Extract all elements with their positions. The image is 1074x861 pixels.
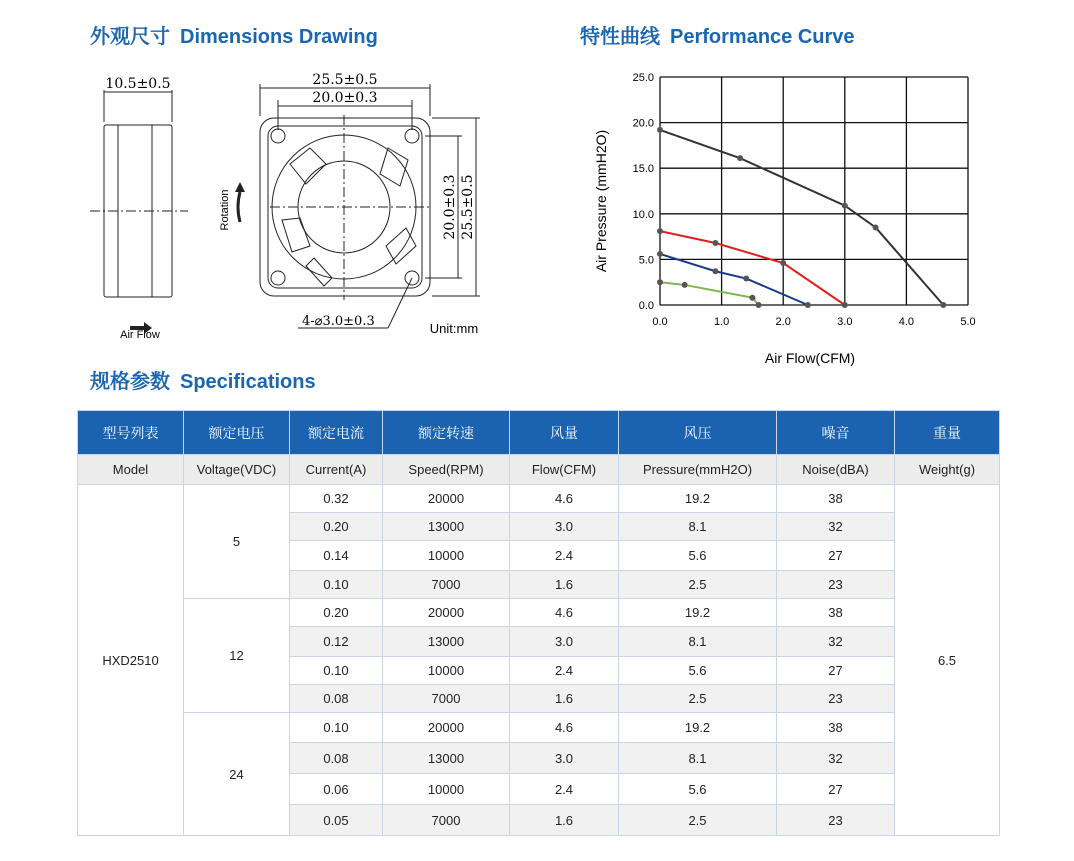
mount-hole-bl bbox=[271, 271, 285, 285]
table-cell: 23 bbox=[777, 805, 895, 836]
table-cell: 7000 bbox=[383, 805, 510, 836]
table-header-en bbox=[78, 455, 1000, 485]
table-cell: 19.2 bbox=[619, 485, 777, 513]
specs-title-cn: 规格参数 bbox=[90, 369, 170, 393]
table-cell: 20000 bbox=[383, 485, 510, 513]
specs-title-en: Specifications bbox=[180, 371, 316, 393]
table-cell: 0.14 bbox=[290, 541, 383, 571]
voltage-cell: 12 bbox=[184, 599, 290, 713]
table-cell: 2.5 bbox=[619, 571, 777, 599]
chart-x-tick-label: 3.0 bbox=[837, 316, 853, 328]
unit-label: Unit:mm bbox=[429, 321, 479, 336]
holes-label: 4-⌀3.0±0.3 bbox=[302, 314, 375, 329]
table-row bbox=[78, 713, 1000, 743]
performance-chart bbox=[590, 55, 1010, 375]
table-cell: 0.10 bbox=[290, 713, 383, 743]
table-cell: 2.5 bbox=[619, 805, 777, 836]
table-cell: 0.08 bbox=[290, 743, 383, 774]
table-header-cell: Voltage(VDC) bbox=[184, 455, 290, 485]
chart-y-tick-label: 5.0 bbox=[638, 254, 654, 267]
table-header-cell: Flow(CFM) bbox=[510, 455, 619, 485]
performance-title bbox=[580, 20, 855, 49]
table-header-cell: Weight(g) bbox=[895, 455, 1000, 485]
chart-data-point bbox=[842, 203, 848, 209]
chart-data-point bbox=[940, 302, 946, 308]
mount-hole-tr bbox=[405, 129, 419, 143]
dimension-drawing bbox=[70, 60, 590, 360]
table-cell: 5.6 bbox=[619, 541, 777, 571]
performance-title-en: Performance Curve bbox=[670, 26, 855, 48]
airflow-label: Air Flow bbox=[120, 329, 160, 341]
table-cell: 0.06 bbox=[290, 774, 383, 805]
chart-x-axis-label: Air Flow(CFM) bbox=[764, 350, 856, 366]
rotation-label: Rotation bbox=[219, 189, 231, 231]
table-header-cell: Model bbox=[78, 455, 184, 485]
table-header-cell: 额定转速 bbox=[383, 411, 510, 455]
table-header-cn bbox=[78, 411, 1000, 455]
table-cell: 8.1 bbox=[619, 743, 777, 774]
table-cell: 0.20 bbox=[290, 513, 383, 541]
mount-hole-tl bbox=[271, 129, 285, 143]
table-cell: 3.0 bbox=[510, 627, 619, 657]
dimensions-title bbox=[90, 20, 378, 49]
performance-title-cn: 特性曲线 bbox=[580, 24, 660, 48]
table-cell: 7000 bbox=[383, 685, 510, 713]
table-cell: 5.6 bbox=[619, 657, 777, 685]
table-cell: 27 bbox=[777, 657, 895, 685]
table-cell: 0.20 bbox=[290, 599, 383, 627]
chart-data-point bbox=[805, 302, 811, 308]
voltage-cell: 24 bbox=[184, 713, 290, 836]
table-row bbox=[78, 599, 1000, 627]
table-cell: 27 bbox=[777, 541, 895, 571]
table-cell: 4.6 bbox=[510, 713, 619, 743]
table-cell: 38 bbox=[777, 599, 895, 627]
chart-x-tick-label: 1.0 bbox=[713, 316, 730, 328]
table-cell: 10000 bbox=[383, 541, 510, 571]
table-cell: 4.6 bbox=[510, 599, 619, 627]
chart-data-point bbox=[873, 224, 879, 230]
table-cell: 19.2 bbox=[619, 713, 777, 743]
chart-data-point bbox=[712, 268, 718, 274]
table-header-cell: 风压 bbox=[619, 411, 777, 455]
table-header-cell: 风量 bbox=[510, 411, 619, 455]
table-cell: 2.4 bbox=[510, 774, 619, 805]
chart-y-tick-label: 10.0 bbox=[632, 208, 654, 221]
chart-series-line bbox=[660, 282, 759, 305]
table-cell: 3.0 bbox=[510, 513, 619, 541]
chart-data-point bbox=[780, 260, 786, 266]
chart-data-point bbox=[737, 155, 743, 161]
table-cell: 7000 bbox=[383, 571, 510, 599]
table-cell: 20000 bbox=[383, 599, 510, 627]
table-header-cell: 额定电流 bbox=[290, 411, 383, 455]
chart-series-line bbox=[660, 130, 943, 305]
table-cell: 23 bbox=[777, 571, 895, 599]
chart-y-tick-label: 0.0 bbox=[638, 300, 654, 312]
specs-title bbox=[90, 365, 316, 394]
table-cell: 10000 bbox=[383, 774, 510, 805]
spec-table bbox=[77, 410, 1000, 836]
outer-height-label: 25.5±0.5 bbox=[460, 174, 476, 240]
chart-data-point bbox=[743, 276, 749, 282]
table-cell: 2.4 bbox=[510, 657, 619, 685]
table-cell: 19.2 bbox=[619, 599, 777, 627]
table-cell: 3.0 bbox=[510, 743, 619, 774]
table-cell: 27 bbox=[777, 774, 895, 805]
table-header-cell: 重量 bbox=[895, 411, 1000, 455]
side-width-label: 10.5±0.5 bbox=[105, 76, 171, 92]
chart-data-point bbox=[756, 302, 762, 308]
chart-data-point bbox=[657, 228, 663, 234]
table-header-cell: 噪音 bbox=[777, 411, 895, 455]
table-cell: 4.6 bbox=[510, 485, 619, 513]
inner-height-label: 20.0±0.3 bbox=[442, 174, 458, 240]
chart-data-point bbox=[657, 279, 663, 285]
chart-data-point bbox=[712, 240, 718, 246]
chart-y-tick-label: 25.0 bbox=[632, 72, 654, 84]
chart-data-point bbox=[842, 302, 848, 308]
table-cell: 8.1 bbox=[619, 513, 777, 541]
chart-data-point bbox=[749, 295, 755, 301]
table-header-cell: Noise(dBA) bbox=[777, 455, 895, 485]
table-cell: 38 bbox=[777, 713, 895, 743]
table-cell: 1.6 bbox=[510, 571, 619, 599]
table-cell: 0.12 bbox=[290, 627, 383, 657]
table-body bbox=[78, 485, 1000, 836]
chart-x-tick-label: 0.0 bbox=[652, 316, 668, 328]
table-header-cell: Speed(RPM) bbox=[383, 455, 510, 485]
chart-series-line bbox=[660, 231, 845, 305]
table-cell: 1.6 bbox=[510, 805, 619, 836]
table-cell: 1.6 bbox=[510, 685, 619, 713]
table-cell: 10000 bbox=[383, 657, 510, 685]
chart-x-tick-label: 4.0 bbox=[898, 316, 915, 328]
table-cell: 13000 bbox=[383, 743, 510, 774]
table-cell: 0.05 bbox=[290, 805, 383, 836]
table-cell: 2.4 bbox=[510, 541, 619, 571]
table-cell: 23 bbox=[777, 685, 895, 713]
chart-x-tick-label: 2.0 bbox=[775, 316, 791, 328]
table-header-cell: Pressure(mmH2O) bbox=[619, 455, 777, 485]
table-cell: 32 bbox=[777, 743, 895, 774]
table-header-cell: 额定电压 bbox=[184, 411, 290, 455]
table-cell: 2.5 bbox=[619, 685, 777, 713]
table-cell: 20000 bbox=[383, 713, 510, 743]
table-cell: 0.10 bbox=[290, 657, 383, 685]
dimensions-title-cn: 外观尺寸 bbox=[90, 24, 170, 48]
voltage-cell: 5 bbox=[184, 485, 290, 599]
table-cell: 32 bbox=[777, 627, 895, 657]
chart-data-point bbox=[682, 282, 688, 288]
table-header-cell: 型号列表 bbox=[78, 411, 184, 455]
outer-width-label: 25.5±0.5 bbox=[312, 72, 378, 88]
table-row bbox=[78, 485, 1000, 513]
dimensions-title-en: Dimensions Drawing bbox=[180, 26, 378, 48]
chart-y-tick-label: 15.0 bbox=[632, 163, 654, 176]
inner-width-label: 20.0±0.3 bbox=[312, 90, 378, 106]
table-cell: 38 bbox=[777, 485, 895, 513]
table-header-cell: Current(A) bbox=[290, 455, 383, 485]
table-cell: 0.10 bbox=[290, 571, 383, 599]
table-cell: 13000 bbox=[383, 627, 510, 657]
model-cell: HXD2510 bbox=[78, 485, 184, 836]
table-cell: 5.6 bbox=[619, 774, 777, 805]
weight-cell: 6.5 bbox=[895, 485, 1000, 836]
chart-y-tick-label: 20.0 bbox=[632, 117, 654, 130]
table-cell: 0.32 bbox=[290, 485, 383, 513]
table-cell: 8.1 bbox=[619, 627, 777, 657]
table-cell: 32 bbox=[777, 513, 895, 541]
table-cell: 0.08 bbox=[290, 685, 383, 713]
chart-x-tick-label: 5.0 bbox=[960, 316, 976, 328]
chart-data-point bbox=[657, 251, 663, 257]
table-cell: 13000 bbox=[383, 513, 510, 541]
chart-data-point bbox=[657, 127, 663, 133]
chart-y-axis-label: Air Pressure (mmH2O) bbox=[593, 129, 609, 273]
